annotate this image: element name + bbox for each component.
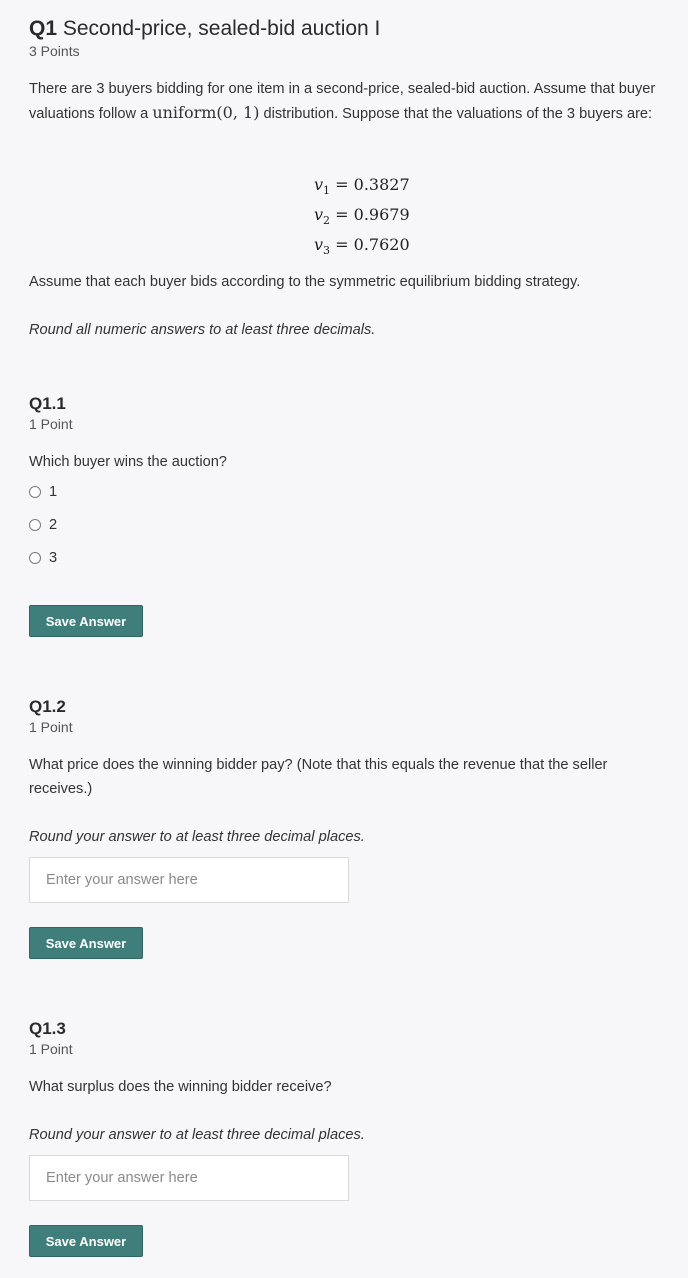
- save-answer-button[interactable]: Save Answer: [29, 1225, 143, 1257]
- question-intro: [29, 77, 669, 126]
- valuation-value: = 0.3827: [335, 175, 410, 194]
- subquestion-header-1: [29, 393, 73, 432]
- radio-option-label: 2: [49, 517, 58, 533]
- valuation-value: = 0.9679: [335, 205, 410, 225]
- valuation-variable: $v_2$: [314, 205, 331, 228]
- valuation-row: [314, 233, 410, 263]
- subquestion-text: What surplus does the winning bidder receive?: [29, 1079, 332, 1095]
- question-points: 3 Points: [29, 43, 80, 59]
- question-header: [29, 16, 380, 59]
- save-answer-button[interactable]: Save Answer: [29, 605, 143, 637]
- radio-option-1[interactable]: [29, 484, 57, 500]
- radio-circle-icon[interactable]: [29, 552, 41, 564]
- question-number: Q1: [29, 17, 58, 40]
- intro-text-before: There are 3 buyers bidding for one item in a second-price, sealed-bid auction. Assume that buyer valuations follow a: [29, 81, 656, 122]
- subquestion-header-3: [29, 1018, 73, 1057]
- answer-input[interactable]: [29, 857, 349, 903]
- subquestion-text: What price does the winning bidder pay? (Note that this equals the revenue that the seller receives.): [29, 757, 608, 797]
- valuations-block: [314, 173, 410, 264]
- save-answer-button[interactable]: Save Answer: [29, 927, 143, 959]
- intro-math: uniform(0, 1): [152, 103, 260, 122]
- valuation-row: [314, 173, 410, 203]
- radio-circle-icon[interactable]: [29, 519, 41, 531]
- radio-option-label: 3: [49, 550, 58, 566]
- answer-input[interactable]: [29, 1155, 349, 1201]
- valuation-variable: $v_3$: [314, 235, 331, 258]
- radio-option-2[interactable]: [29, 517, 57, 533]
- rounding-note: Round your answer to at least three decimal places.: [29, 829, 365, 845]
- subquestion-text: Which buyer wins the auction?: [29, 454, 227, 470]
- rounding-note: Round all numeric answers to at least three decimals.: [29, 322, 376, 338]
- rounding-note: Round your answer to at least three decimal places.: [29, 1127, 365, 1143]
- subquestion-number: Q1.2: [29, 697, 66, 716]
- radio-circle-icon[interactable]: [29, 486, 41, 498]
- subquestion-points: 1 Point: [29, 719, 73, 735]
- radio-option-label: 1: [49, 484, 58, 500]
- radio-option-3[interactable]: [29, 550, 57, 566]
- subquestion-number: Q1.3: [29, 1019, 66, 1038]
- question-title: [29, 16, 380, 42]
- subquestion-points: 1 Point: [29, 416, 73, 432]
- valuation-row: [314, 203, 410, 233]
- assumption-text: Assume that each buyer bids according to the symmetric equilibrium bidding strategy.: [29, 274, 581, 290]
- subquestion-points: 1 Point: [29, 1041, 73, 1057]
- subquestion-number: Q1.1: [29, 394, 66, 413]
- valuation-value: = 0.7620: [335, 235, 410, 255]
- subquestion-header-2: [29, 696, 73, 735]
- question-title-text: Second-price, sealed-bid auction I: [62, 17, 381, 40]
- valuation-variable: $v_1$: [314, 175, 331, 198]
- intro-text-after: distribution. Suppose that the valuations of the 3 buyers are:: [259, 106, 653, 122]
